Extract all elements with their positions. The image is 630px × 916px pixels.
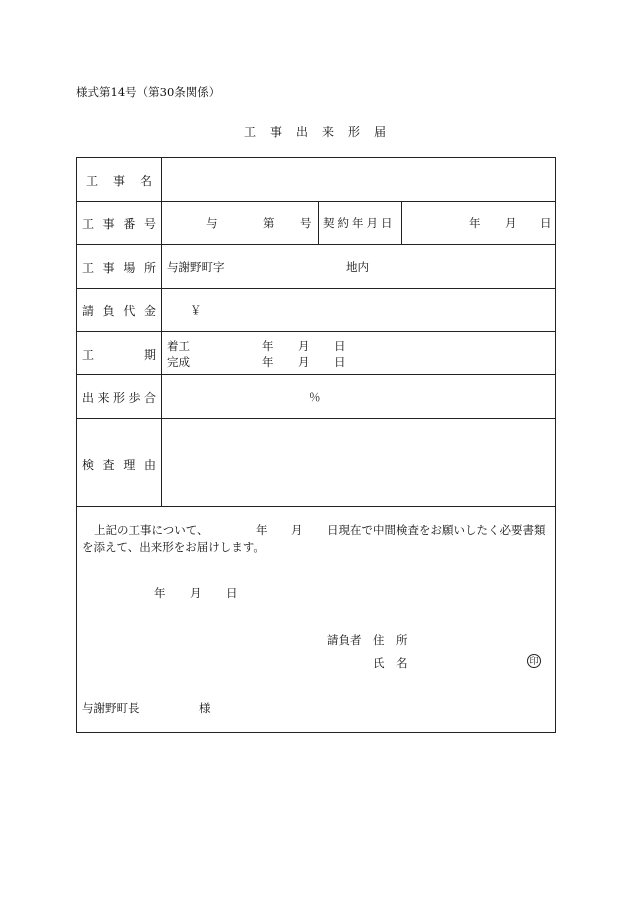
label-contract-amount: 請 負 代 金 bbox=[82, 304, 156, 318]
submit-date-nen: 年 bbox=[154, 586, 166, 600]
period-start-tsuki: 月 bbox=[298, 339, 310, 353]
yen-sign: ￥ bbox=[190, 303, 202, 317]
label-work-name: 工 事 名 bbox=[86, 174, 152, 188]
submit-date-hi: 日 bbox=[226, 586, 238, 600]
document-title: 工事出来形届 bbox=[243, 125, 400, 139]
contract-date-nen: 年 bbox=[469, 216, 481, 230]
work-number-dai: 第 bbox=[263, 216, 275, 230]
work-number-prefix: 与 bbox=[206, 216, 218, 230]
row-divider bbox=[76, 331, 556, 332]
name-label: 氏 名 bbox=[373, 656, 408, 670]
label-progress-rate: 出 来 形 歩 合 bbox=[82, 391, 156, 405]
work-place-town: 与謝野町字 bbox=[167, 260, 225, 274]
work-place-chinai: 地内 bbox=[346, 260, 369, 274]
addressee: 与謝野町長 bbox=[82, 701, 140, 715]
body-line1-end: 日現在で中間検査をお願いしたく必要書類 bbox=[327, 523, 546, 537]
inspection-reason-field[interactable] bbox=[166, 424, 551, 500]
body-line1-nen: 年 bbox=[256, 523, 268, 537]
label-work-period: 工 期 bbox=[82, 348, 156, 362]
period-end-tsuki: 月 bbox=[298, 355, 310, 369]
contract-date-label: 契約年月日 bbox=[323, 216, 396, 230]
label-column-divider bbox=[161, 157, 162, 506]
contract-label-divider bbox=[318, 201, 319, 244]
period-start-label: 着工 bbox=[167, 339, 190, 353]
contractor-label: 請負者 bbox=[327, 633, 362, 647]
submit-date-tsuki: 月 bbox=[190, 586, 202, 600]
label-work-number: 工 事 番 号 bbox=[82, 217, 156, 231]
work-name-field[interactable] bbox=[166, 165, 551, 195]
address-label: 住 所 bbox=[373, 633, 408, 647]
form-number: 様式第14号（第30条関係） bbox=[76, 85, 221, 99]
contract-value-divider bbox=[401, 201, 402, 244]
row-divider bbox=[76, 288, 556, 289]
period-start-hi: 日 bbox=[334, 339, 346, 353]
period-end-nen: 年 bbox=[262, 355, 274, 369]
body-line1-tsuki: 月 bbox=[291, 523, 303, 537]
row-divider bbox=[76, 506, 556, 507]
row-divider bbox=[76, 244, 556, 245]
period-end-hi: 日 bbox=[334, 355, 346, 369]
label-work-place: 工 事 場 所 bbox=[82, 261, 156, 275]
period-start-nen: 年 bbox=[262, 339, 274, 353]
contract-date-hi: 日 bbox=[540, 216, 552, 230]
row-divider bbox=[76, 418, 556, 419]
contract-date-tsuki: 月 bbox=[505, 216, 517, 230]
addressee-sama: 様 bbox=[199, 701, 211, 715]
body-line2: を添えて、出来形をお届けします。 bbox=[82, 540, 265, 554]
period-end-label: 完成 bbox=[167, 355, 190, 369]
body-line1-start: 上記の工事について、 bbox=[94, 523, 209, 537]
row-divider bbox=[76, 374, 556, 375]
row-divider bbox=[76, 201, 556, 202]
seal-icon: 印 bbox=[527, 654, 541, 668]
label-inspection-reason: 検 査 理 由 bbox=[82, 458, 156, 472]
work-number-go: 号 bbox=[300, 216, 312, 230]
percent-sign: ％ bbox=[309, 390, 321, 404]
